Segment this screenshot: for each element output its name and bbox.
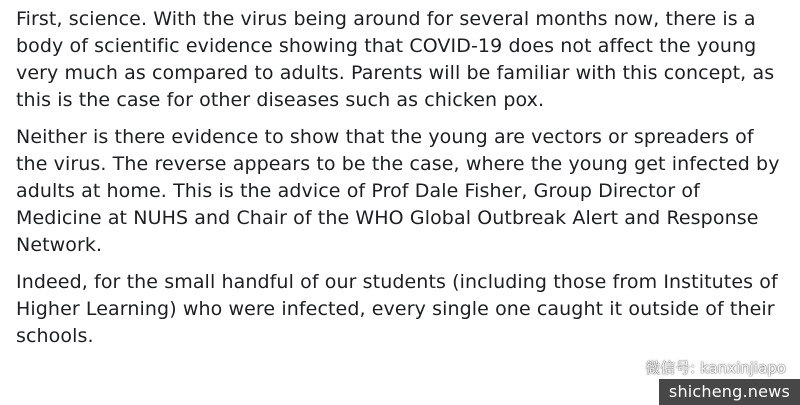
paragraph-vectors: Neither is there evidence to show that the young are vectors or spreaders of the virus. The reverse appears to be the case, where the young get infected by adults at home. This is the advice of Prof Dale Fisher, Group Director of Medicine at NUHS and Chair of the WHO Global Outbreak Alert and Response Network. [16,126,780,256]
post-body [16,6,791,360]
wechat-icon [613,354,639,380]
paragraph-science: First, science. With the virus being around for several months now, there is a body of scientific evidence showing that COVID-19 does not affect the young very much as compared to adults. Parents will be familiar with this concept, as this is the case for other diseases such as chicken pox. [16,8,775,111]
site-watermark: shicheng.news [659,379,800,405]
wechat-id-text: 微信号: kanxinjiapo [645,358,786,377]
paragraph-students: Indeed, for the small handful of our students (including those from Institutes of Higher Learning) who were infected, every single one caught it outside of their schools. [16,271,778,347]
wechat-watermark [613,354,786,380]
